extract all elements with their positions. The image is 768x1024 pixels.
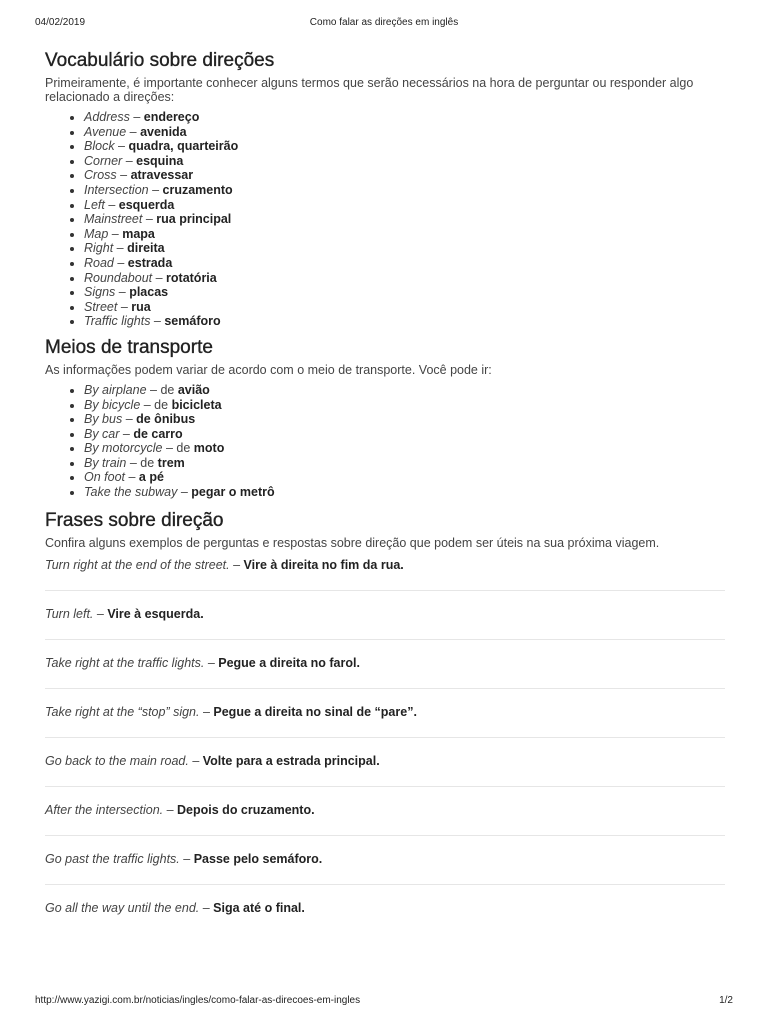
vocabulary-list	[45, 110, 725, 329]
term-portuguese: Volte para a estrada principal.	[202, 753, 380, 768]
vocabulary-item	[84, 300, 725, 315]
transport-item	[84, 456, 725, 471]
section-title-phrases: Frases sobre direção	[45, 509, 224, 531]
phrase-row	[45, 591, 725, 640]
term-english: By motorcycle	[84, 441, 163, 456]
term-english: Turn left.	[45, 606, 94, 621]
phrase-row	[45, 738, 725, 787]
term-english: Avenue	[84, 124, 127, 139]
vocabulary-item	[84, 256, 725, 271]
page-number: 1/2	[719, 995, 733, 1006]
vocabulary-item	[84, 168, 725, 183]
term-english: Road	[84, 255, 114, 270]
term-portuguese: Vire à direita no fim da rua.	[243, 557, 404, 572]
term-separator: –	[126, 124, 141, 139]
transport-item	[84, 441, 725, 456]
term-english: By car	[84, 426, 120, 441]
term-separator: – de	[162, 441, 194, 456]
phrase-row	[45, 640, 725, 689]
term-english: By train	[84, 455, 127, 470]
term-english: On foot	[84, 470, 125, 485]
term-english: Go past the traffic lights.	[45, 851, 180, 866]
transport-item	[84, 427, 725, 442]
vocabulary-item	[84, 125, 725, 140]
term-separator: –	[122, 412, 137, 427]
term-english: Block	[84, 139, 115, 154]
phrase-row	[45, 554, 725, 591]
section-intro-vocabulary: Primeiramente, é importante conhecer alguns termos que serão necessários na hora de perguntar ou responder algo relacionado a direções:	[45, 76, 694, 104]
vocabulary-item	[84, 198, 725, 213]
print-page-title: Como falar as direções em inglês	[309, 17, 459, 28]
term-separator: – de	[140, 397, 172, 412]
term-portuguese: placas	[129, 285, 169, 300]
term-english: Turn right at the end of the street.	[45, 557, 230, 572]
term-portuguese: endereço	[143, 110, 200, 124]
term-portuguese: cruzamento	[162, 182, 233, 197]
term-separator: –	[150, 314, 165, 329]
term-english: Address	[84, 110, 130, 124]
term-portuguese: pegar o metrô	[191, 485, 275, 500]
term-english: Roundabout	[84, 270, 153, 285]
term-portuguese: moto	[193, 441, 225, 456]
vocabulary-item	[84, 285, 725, 300]
section-intro-transport: As informações podem variar de acordo com o meio de transporte. Você pode ir:	[45, 362, 492, 377]
term-separator: –	[104, 197, 119, 212]
phrase-row	[45, 836, 725, 885]
section-title-transport: Meios de transporte	[45, 336, 213, 358]
print-footer	[35, 995, 733, 1009]
term-portuguese: avenida	[140, 124, 187, 139]
term-english: Cross	[84, 168, 117, 183]
term-separator: –	[152, 270, 167, 285]
print-header	[35, 17, 733, 31]
term-portuguese: direita	[127, 241, 165, 256]
term-portuguese: Siga até o final.	[213, 900, 305, 915]
vocabulary-item	[84, 314, 725, 329]
term-separator: –	[148, 182, 163, 197]
term-portuguese: avião	[177, 382, 210, 397]
term-separator: –	[199, 900, 214, 915]
term-english: Left	[84, 197, 105, 212]
term-english: Go all the way until the end.	[45, 900, 200, 915]
term-separator: –	[113, 255, 128, 270]
term-separator: –	[142, 212, 157, 227]
term-separator: –	[177, 485, 192, 500]
term-english: Go back to the main road.	[45, 753, 189, 768]
vocabulary-item	[84, 227, 725, 242]
print-date: 04/02/2019	[35, 17, 86, 28]
term-english: Mainstreet	[84, 212, 143, 227]
term-separator: –	[129, 110, 144, 124]
phrase-list	[45, 554, 725, 933]
term-separator: –	[117, 299, 132, 314]
term-separator: – de	[146, 382, 178, 397]
term-separator: –	[119, 426, 134, 441]
term-portuguese: Passe pelo semáforo.	[193, 851, 323, 866]
term-portuguese: mapa	[122, 226, 155, 241]
vocabulary-item	[84, 183, 725, 198]
term-english: By airplane	[84, 382, 147, 397]
term-separator: –	[93, 606, 108, 621]
transport-item	[84, 485, 725, 500]
term-separator: –	[125, 470, 139, 485]
term-portuguese: rua	[131, 299, 151, 314]
term-portuguese: bicicleta	[171, 397, 222, 412]
term-english: Take right at the “stop” sign.	[45, 704, 200, 719]
transport-item	[84, 412, 725, 427]
term-english: Map	[84, 226, 109, 241]
term-separator: – de	[126, 455, 158, 470]
phrase-row	[45, 689, 725, 738]
term-english: Intersection	[84, 182, 149, 197]
transport-item	[84, 398, 725, 413]
term-portuguese: rua principal	[156, 212, 232, 227]
term-portuguese: Vire à esquerda.	[107, 606, 204, 621]
term-portuguese: Pegue a direita no sinal de “pare”.	[213, 704, 417, 719]
term-portuguese: de carro	[133, 426, 183, 441]
term-portuguese: a pé	[138, 470, 164, 485]
term-portuguese: semáforo	[164, 314, 221, 329]
term-portuguese: rotatória	[166, 270, 217, 285]
term-separator: –	[115, 285, 130, 300]
term-separator: –	[108, 226, 123, 241]
term-portuguese: Depois do cruzamento.	[177, 802, 315, 817]
transport-item	[84, 383, 725, 398]
term-english: Take right at the traffic lights.	[45, 655, 205, 670]
term-english: By bicycle	[84, 397, 141, 412]
term-portuguese: trem	[157, 455, 185, 470]
term-portuguese: esquina	[136, 153, 184, 168]
term-separator: –	[229, 557, 244, 572]
term-portuguese: Pegue a direita no farol.	[218, 655, 360, 670]
term-portuguese: de ônibus	[136, 412, 196, 427]
term-english: Traffic lights	[84, 314, 151, 329]
term-separator: –	[114, 139, 129, 154]
vocabulary-item	[84, 154, 725, 169]
term-english: By bus	[84, 412, 123, 427]
term-separator: –	[116, 168, 131, 183]
section-intro-phrases: Confira alguns exemplos de perguntas e respostas sobre direção que podem ser úteis na sua próxima viagem.	[45, 535, 660, 550]
transport-list	[45, 383, 725, 500]
term-separator: –	[199, 704, 214, 719]
term-portuguese: atravessar	[130, 168, 194, 183]
vocabulary-item	[84, 241, 725, 256]
print-url: http://www.yazigi.com.br/noticias/ingles/como-falar-as-direcoes-em-ingles	[35, 995, 361, 1006]
term-separator: –	[122, 153, 137, 168]
term-separator: –	[179, 851, 194, 866]
term-portuguese: estrada	[127, 255, 173, 270]
article-content	[45, 50, 725, 933]
vocabulary-item	[84, 110, 725, 125]
term-separator: –	[188, 753, 203, 768]
term-separator: –	[163, 802, 178, 817]
term-english: Corner	[84, 153, 123, 168]
term-portuguese: quadra, quarteirão	[128, 139, 239, 154]
vocabulary-item	[84, 212, 725, 227]
term-english: Signs	[84, 285, 116, 300]
term-english: Street	[84, 299, 118, 314]
term-english: Take the subway	[84, 485, 178, 500]
term-english: After the intersection.	[45, 802, 164, 817]
vocabulary-item	[84, 139, 725, 154]
phrase-row	[45, 787, 725, 836]
term-portuguese: esquerda	[118, 197, 175, 212]
transport-item	[84, 470, 725, 485]
vocabulary-item	[84, 271, 725, 286]
section-title-vocabulary: Vocabulário sobre direções	[45, 50, 275, 71]
term-separator: –	[204, 655, 219, 670]
term-separator: –	[113, 241, 128, 256]
phrase-row	[45, 885, 725, 933]
term-english: Right	[84, 241, 114, 256]
